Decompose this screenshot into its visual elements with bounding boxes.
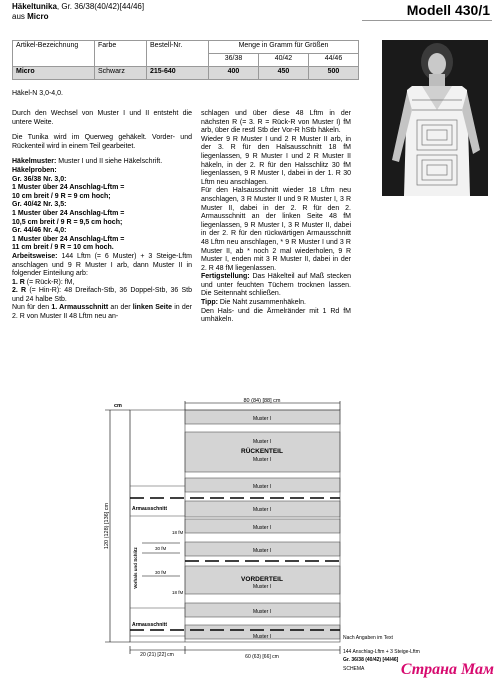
cell-article: Micro xyxy=(13,67,95,80)
vorderteil-label: VORDERTEIL xyxy=(241,576,283,583)
yarn-name: Micro xyxy=(27,12,49,21)
paragraph: Die Tunika wird im Querweg gehäkelt. Vorder- und Rückenteil wird in einem Teil gearbeitet. xyxy=(12,134,192,150)
th-quantity: Menge in Gramm für Größen xyxy=(209,41,359,54)
title-bold: Häkeltunika xyxy=(12,2,57,11)
text: Nun für den xyxy=(12,304,52,312)
tip xyxy=(201,299,351,308)
label-bold: Arbeitsweise: xyxy=(12,252,58,260)
cell-qty: 450 xyxy=(258,67,308,80)
work-method xyxy=(12,253,192,279)
height-label: 120 (128) [136] cm xyxy=(104,502,110,550)
label-bold: 1. Armausschnitt xyxy=(51,304,109,312)
unit-label: cm xyxy=(114,403,122,409)
row-instruction xyxy=(12,279,192,288)
fm-label: 30 fM xyxy=(155,546,167,551)
fm-label: 30 fM xyxy=(155,570,167,575)
text: in der 2. R von Muster II 48 Lftm neu an- xyxy=(12,304,192,321)
bottom-mid-width: 60 (63) [66] cm xyxy=(245,654,279,660)
cell-qty: 400 xyxy=(209,67,259,80)
paragraph-text: (= Rück-R): fM, xyxy=(24,278,75,286)
needle-size: Häkel-N 3,0-4,0. xyxy=(12,90,63,97)
line-bold: 10,5 cm breit / 9 R = 9,5 cm hoch; xyxy=(12,218,123,226)
muster-label: Muster I xyxy=(252,439,272,445)
title-sizes: , Gr. 36/38(40/42)[44/46] xyxy=(56,2,145,11)
th-color: Farbe xyxy=(95,41,147,67)
watermark-logo: Страна Мам xyxy=(400,661,494,678)
anschlag-label: 144 Anschlag-Lftm + 3 Steige-Lftm xyxy=(343,649,420,655)
muster-label: Muster I xyxy=(252,584,272,590)
muster-label: Muster I xyxy=(252,609,272,615)
pattern-paragraph xyxy=(12,158,192,167)
schema-diagram xyxy=(100,398,480,678)
muster-label: Muster I xyxy=(252,484,272,490)
line-bold: 1 Muster über 24 Anschlag-Lftm = xyxy=(12,235,125,243)
paragraph: Durch den Wechsel von Muster I und II entsteht die untere Weite. xyxy=(12,110,192,126)
label-bold: Häkelmuster: xyxy=(12,158,57,166)
bottom-left-width: 20 (21) [22] cm xyxy=(140,652,174,658)
muster-label: Muster I xyxy=(252,416,272,422)
line-bold: Häkelproben: xyxy=(12,166,57,174)
label-bold: 1. R xyxy=(12,278,25,286)
row-instruction xyxy=(12,287,192,304)
th-order: Bestell-Nr. xyxy=(147,41,209,67)
label-bold: Fertigstellung: xyxy=(201,273,250,281)
rueckenteil-label: RÜCKENTEIL xyxy=(241,448,283,455)
th-article: Artikel-Bezeichnung xyxy=(13,41,95,67)
line-bold: 10 cm breit / 9 R = 9 cm hoch; xyxy=(12,192,111,200)
model-number: Modell 430/1 xyxy=(406,2,490,18)
table-header-row xyxy=(13,41,359,54)
paragraph-text: (= Hin-R): 48 Dreifach-Stb, 36 Doppel-Stb, 36 Stb und 24 halbe Stb. xyxy=(12,287,193,303)
header-divider xyxy=(362,20,492,21)
line-bold: Gr. 40/42 Nr. 3,5: xyxy=(12,201,67,209)
armhole-instruction xyxy=(12,304,192,321)
paragraph-text: 144 Lftm (= 6 Muster) + 3 Steige-Lftm anschlagen und 9 R Muster I arb, dann Muster II in folgender Einteilung arb: xyxy=(12,252,192,278)
th-size: 40/42 xyxy=(258,54,308,67)
top-width: 80 (84) [88] cm xyxy=(243,398,281,404)
paragraph-text: Die Naht zusammenhäkeln. xyxy=(217,299,306,307)
label-bold: Tipp: xyxy=(201,299,218,307)
model-photo xyxy=(382,40,488,196)
muster-label: Muster I xyxy=(252,507,272,513)
line-bold: Gr. 36/38 Nr. 3,0: xyxy=(12,175,67,183)
sizes-label: Gr. 36/38 (40/42) [44/46] xyxy=(343,657,399,663)
instructions-right xyxy=(201,110,351,325)
muster-label: Muster I xyxy=(252,457,272,463)
finishing xyxy=(201,273,351,299)
yarn-prefix: aus xyxy=(12,12,28,21)
note-label: Nach Angaben im Text xyxy=(343,635,393,641)
label-bold: 2. R xyxy=(12,287,27,295)
muster-label: Muster I xyxy=(252,548,272,554)
armhole-label: Armausschnitt xyxy=(132,506,168,512)
paragraph: Den Hals- und die Ärmelränder mit 1 Rd fM umhäkeln. xyxy=(201,307,351,324)
label-bold: linken Seite xyxy=(132,304,172,312)
muster-label: Muster I xyxy=(252,525,272,531)
vertical-label: Vorhals und Schlitz xyxy=(133,547,138,589)
paragraph-text: Muster I und II siehe Häkelschrift. xyxy=(56,158,163,166)
muster-label: Muster I xyxy=(252,634,272,640)
material-table xyxy=(12,40,359,80)
paragraph: Für den Halsausschnitt wieder 18 Lftm neu anschlagen, 3 R Muster II und 9 R Muster I, 3 R Muster II, dabei in der 2. R für den 2. Armausschnitt an der linken Seite 48 fM liegenlassen, 9 R Muster I, 3 R Muster II, dabei in der 2. R für den rückwärtigen Armausschnitt 48 Lftm neu anschlagen, * 9 R Muster I und 3 R Muster II, ab * noch 2 mal wiederholen, 9 R Muster I, enden mit 3 R Muster II, dabei in der 2. R 48 fM liegenlassen. xyxy=(201,187,351,272)
text: an der xyxy=(108,304,133,312)
pattern-title xyxy=(12,2,144,22)
line-bold: 1 Muster über 24 Anschlag-Lftm = xyxy=(12,209,125,217)
fm-label: 18 fM xyxy=(172,530,184,535)
fm-label: 18 fM xyxy=(172,590,184,595)
schema-word: SCHEMA xyxy=(343,666,365,672)
th-size: 36/38 xyxy=(209,54,259,67)
paragraph: Wieder 9 R Muster I und 2 R Muster II arb, in der 3. R für den Halsausschnitt 18 fM liegenlassen, 9 R Muster I und 2 R Muster II häkeln, in der 2. R für den Halsschlitz 30 fM liegenlassen, 9 R Muster I, dabei in der 1. R 30 Lftm neu anschlagen. xyxy=(201,135,351,186)
paragraph-text: Das Häkelteil auf Maß stecken und unter feuchten Tüchern trocknen lassen. Die Seitennaht schließen. xyxy=(201,273,351,298)
instructions-left xyxy=(12,110,192,322)
cell-color: Schwarz xyxy=(95,67,147,80)
line-bold: 11 cm breit / 9 R = 10 cm hoch. xyxy=(12,244,114,252)
line-bold: 1 Muster über 24 Anschlag-Lftm = xyxy=(12,184,125,192)
line-bold: Gr. 44/46 Nr. 4,0: xyxy=(12,227,67,235)
table-row xyxy=(13,67,359,80)
armhole-label: Armausschnitt xyxy=(132,622,168,628)
paragraph: schlagen und über diese 48 Lftm in der nächsten R (= 3. R = Rück-R von Muster I) fM arb, über die restl Stb der Vor-R hStb häkeln. xyxy=(201,110,351,135)
cell-qty: 500 xyxy=(308,67,358,80)
cell-order: 215-640 xyxy=(147,67,209,80)
th-size: 44/46 xyxy=(308,54,358,67)
